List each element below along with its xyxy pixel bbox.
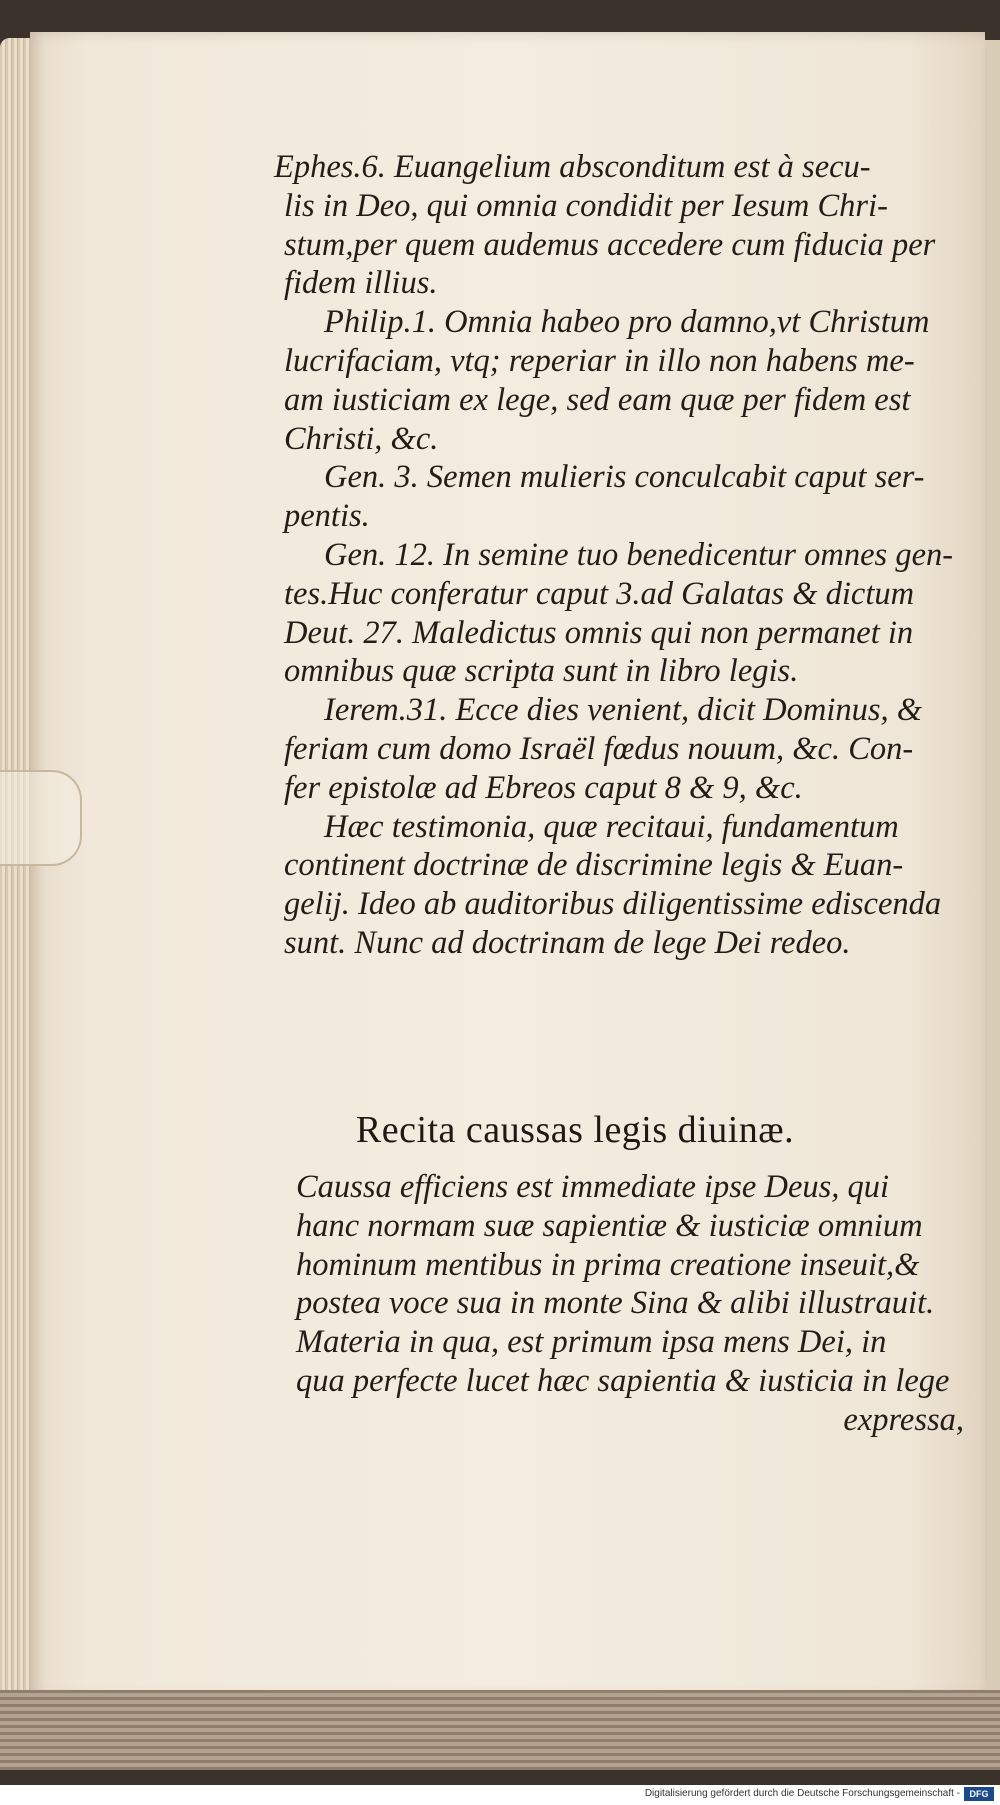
text-line: lis in Deo, qui omnia condidit per Iesum Chri- (284, 187, 888, 224)
text-line: pentis. (284, 498, 370, 535)
text-line: Christi, &c. (284, 420, 439, 457)
text-line: hanc normam suæ sapientiæ & iusticiæ omnium (296, 1207, 923, 1244)
next-page-edge (985, 40, 1000, 1690)
text-line: am iusticiam ex lege, sed eam quæ per fidem est (284, 381, 911, 418)
text-line: hominum mentibus in prima creatione inseuit,& (296, 1246, 920, 1283)
body-text-top (274, 148, 974, 963)
text-line: Materia in qua, est primum ipsa mens Dei, in (296, 1324, 887, 1361)
text-line: fer epistolæ ad Ebreos caput 8 & 9, &c. (284, 769, 803, 806)
text-line: Ierem.31. Ecce dies venient, dicit Dominus, & (324, 692, 923, 729)
text-line: lucrifaciam, vtq; reperiar in illo non habens me- (284, 342, 915, 379)
text-line: postea voce sua in monte Sina & alibi illustrauit. (296, 1285, 935, 1322)
text-line: Philip.1. Omnia habeo pro damno,vt Christum (324, 304, 930, 341)
text-line: tes.Huc conferatur caput 3.ad Galatas & dictum (284, 575, 915, 612)
text-line: omnibus quæ scripta sunt in libro legis. (284, 653, 799, 690)
page-tab-marker (0, 770, 82, 866)
text-line: fidem illius. (284, 265, 438, 302)
page-edges-left (0, 38, 34, 1738)
text-line: feriam cum domo Israël fœdus nouum, &c. Con- (284, 730, 914, 767)
text-line: continent doctrinæ de discrimine legis & Euan- (284, 847, 904, 884)
dfg-logo-icon: DFG (964, 1787, 994, 1801)
catchword: expressa, (843, 1401, 964, 1438)
text-line: stum,per quem audemus accedere cum fiducia per (284, 226, 936, 263)
text-line: Caussa efficiens est immediate ipse Deus, qui (296, 1169, 890, 1205)
text-line: qua perfecte lucet hæc sapientia & iusticia in lege (296, 1362, 950, 1399)
digitization-credit: Digitalisierung gefördert durch die Deutsche Forschungsgemeinschaft - (644, 1788, 960, 1799)
page-edges-bottom (0, 1690, 1000, 1770)
body-text-bottom (296, 1168, 976, 1440)
text-line: Gen. 3. Semen mulieris conculcabit caput ser- (324, 459, 925, 496)
text-line: sunt. Nunc ad doctrinam de lege Dei redeo. (284, 924, 851, 961)
section-heading: Recita caussas legis diuinæ. (355, 1109, 795, 1151)
text-line: gelij. Ideo ab auditoribus diligentissime ediscenda (284, 886, 942, 923)
text-line: Gen. 12. In semine tuo benedicentur omnes gen- (324, 536, 954, 573)
text-line: Deut. 27. Maledictus omnis qui non permanet in (284, 614, 914, 651)
text-line: Ephes.6. Euangelium absconditum est à secu- (274, 149, 871, 185)
text-line: Hæc testimonia, quæ recitaui, fundamentum (324, 808, 899, 845)
